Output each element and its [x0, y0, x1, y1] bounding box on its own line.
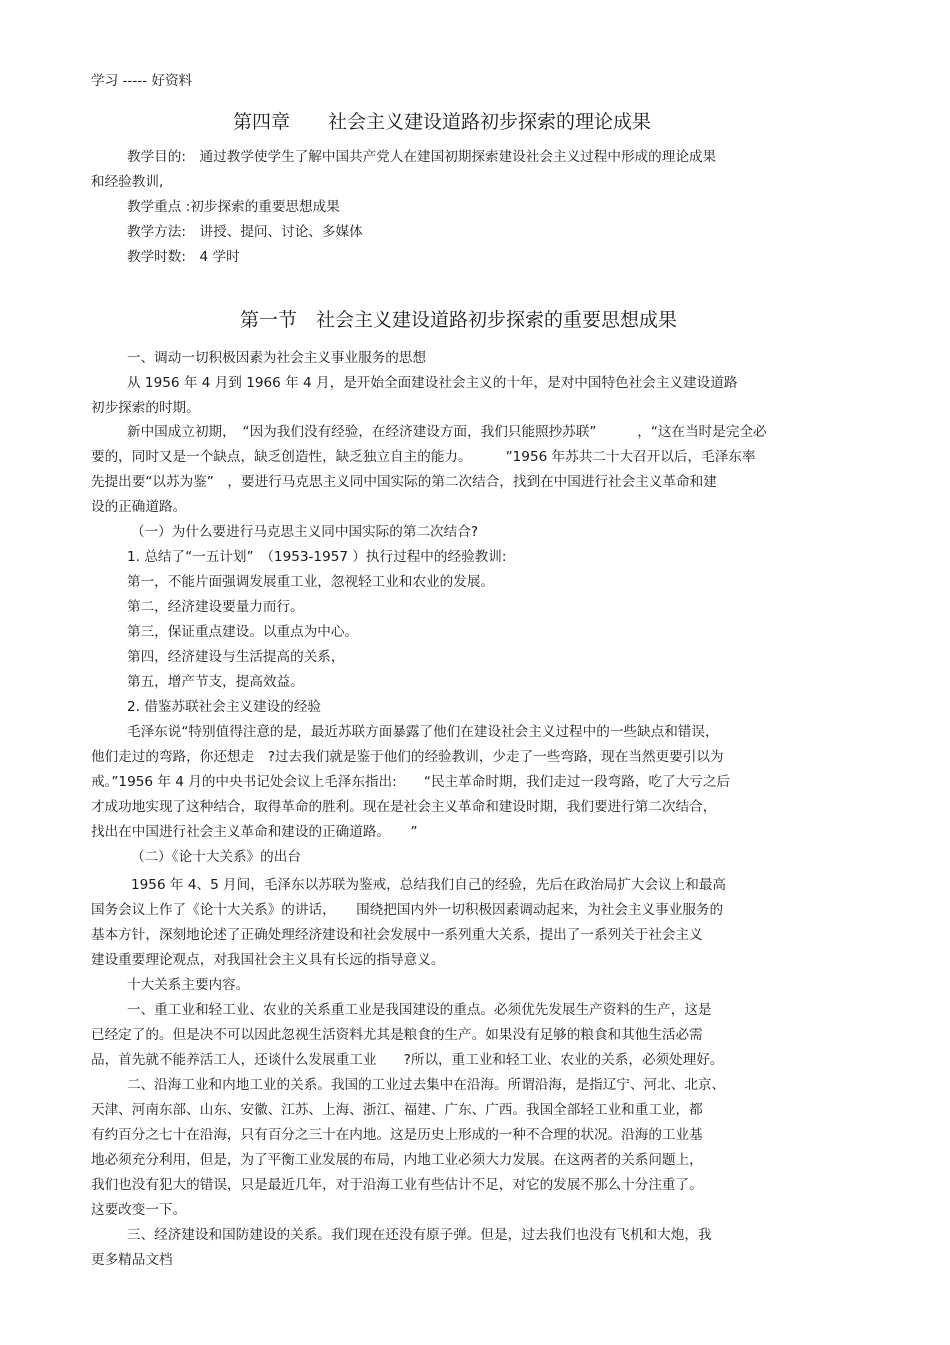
paragraph-line: 初步探索的时期。 — [91, 400, 200, 416]
paragraph-line: 毛泽东说“特别值得注意的是，最近苏联方面暴露了他们在建设社会主义过程中的一些缺点和错误， — [127, 724, 719, 740]
paragraph-line: 基本方针，深刻地论述了正确处理经济建设和社会发展中一系列重大关系，提出了一系列关于社会主义 — [91, 927, 703, 943]
paragraph-line: 有约百分之七十在沿海，只有百分之三十在内地。这是历史上形成的一种不合理的状况。沿海的工业基 — [91, 1127, 703, 1143]
teaching-method: 教学方法: 讲授、提问、讨论、多媒体 — [127, 224, 363, 240]
teaching-purpose: 教学目的: 通过教学使学生了解中国共产党人在建国初期探索建设社会主义过程中形成的理论成果 — [127, 149, 717, 165]
paragraph-line: 先提出要“以苏为鉴” ，要进行马克思主义同中国实际的第二次结合，找到在中国进行社会主义革命和建 — [91, 474, 717, 490]
paragraph-line: 要的，同时又是一个缺点，缺乏创造性，缺乏独立自主的能力。 ”1956 年苏共二十大召开以后，毛泽东率 — [91, 449, 756, 465]
paragraph-line: 第二，经济建设要量力而行。 — [127, 599, 304, 615]
paragraph-line: 从 1956 年 4 月到 1966 年 4 月，是开始全面建设社会主义的十年，是对中国特色社会主义建设道路 — [127, 375, 738, 391]
paragraph-line: 一、重工业和轻工业、农业的关系重工业是我国建设的重点。必须优先发展生产资料的生产，这是 — [127, 1002, 712, 1018]
paragraph-line: 第一，不能片面强调发展重工业，忽视轻工业和农业的发展。 — [127, 574, 495, 590]
paragraph-line: 三、经济建设和国防建设的关系。我们现在还没有原子弹。但是，过去我们也没有飞机和大炮，我 — [127, 1227, 712, 1243]
paragraph-line: 第三，保证重点建设。以重点为中心。 — [127, 624, 359, 640]
paragraph-line: 找出在中国进行社会主义革命和建设的正确道路。 ” — [91, 824, 418, 840]
paragraph-line: 我们也没有犯大的错误，只是最近几年，对于沿海工业有些估计不足，对它的发展不那么十分注重了。 — [91, 1177, 703, 1193]
paragraph-line: 1956 年 4、5 月间，毛泽东以苏联为鉴戒，总结我们自己的经验，先后在政治局扩大会议上和最高 — [131, 877, 727, 893]
paragraph-line: 十大关系主要内容。 — [127, 977, 250, 993]
teaching-focus: 教学重点 :初步探索的重要思想成果 — [127, 199, 340, 215]
paragraph-line: 才成功地实现了这种结合，取得革命的胜利。现在是社会主义革命和建设时期，我们要进行第二次结合， — [91, 799, 717, 815]
page-footer: 更多精品文档 — [91, 1252, 173, 1268]
paragraph-line: 这要改变一下。 — [91, 1202, 187, 1218]
paragraph-line: 设的正确道路。 — [91, 499, 187, 515]
paragraph-line: 第四，经济建设与生活提高的关系， — [127, 649, 345, 665]
paragraph-line: 一、调动一切积极因素为社会主义事业服务的思想 — [127, 350, 427, 366]
paragraph-line: 地必须充分利用，但是，为了平衡工业发展的布局，内地工业必须大力发展。在这两者的关系问题上， — [91, 1152, 703, 1168]
paragraph-line: 国务会议上作了《论十大关系》的讲话， 围绕把国内外一切积极因素调动起来，为社会主义事业服务的 — [91, 902, 724, 918]
paragraph-line: 他们走过的弯路，你还想走 ?过去我们就是鉴于他们的经验教训，少走了一些弯路，现在当然更要引以为 — [91, 749, 724, 765]
section-title: 第一节 社会主义建设道路初步探索的重要思想成果 — [240, 309, 678, 331]
paragraph-line: 已经定了的。但是决不可以因此忽视生活资料尤其是粮食的生产。如果没有足够的粮食和其他生活必需 — [91, 1027, 703, 1043]
paragraph-line: 2. 借鉴苏联社会主义建设的经验 — [127, 699, 322, 715]
paragraph-line: 戒。”1956 年 4 月的中央书记处会议上毛泽东指出: “民主革命时期，我们走过一段弯路，吃了大亏之后 — [91, 774, 731, 790]
teaching-hours: 教学时数: 4 学时 — [127, 249, 240, 265]
paragraph-line: 新中国成立初期， “因为我们没有经验，在经济建设方面，我们只能照抄苏联” ，“这在当时是完全必 — [127, 424, 767, 440]
paragraph-line: 天津、河南东部、山东、安徽、江苏、上海、浙江、福建、广东、广西。我国全部轻工业和重工业，都 — [91, 1102, 703, 1118]
paragraph-line: （二）《论十大关系》的出台 — [131, 849, 301, 865]
chapter-title: 第四章 社会主义建设道路初步探索的理论成果 — [233, 111, 652, 133]
paragraph-line: 1. 总结了“一五计划” （1953-1957 ）执行过程中的经验教训: — [127, 549, 507, 565]
paragraph-line: 品，首先就不能养活工人，还谈什么发展重工业 ?所以，重工业和轻工业、农业的关系，必须处理好。 — [91, 1052, 724, 1068]
page-header: 学习 ----- 好资料 — [91, 73, 193, 89]
paragraph-line: 二、沿海工业和内地工业的关系。我国的工业过去集中在沿海。所谓沿海，是指辽宁、河北、北京、 — [127, 1077, 726, 1093]
paragraph-line: （一）为什么要进行马克思主义同中国实际的第二次结合? — [131, 524, 479, 540]
paragraph-line: 建设重要理论观点，对我国社会主义具有长远的指导意义。 — [91, 952, 445, 968]
teaching-purpose-cont: 和经验教训, — [91, 174, 164, 190]
paragraph-line: 第五，增产节支，提高效益。 — [127, 674, 304, 690]
